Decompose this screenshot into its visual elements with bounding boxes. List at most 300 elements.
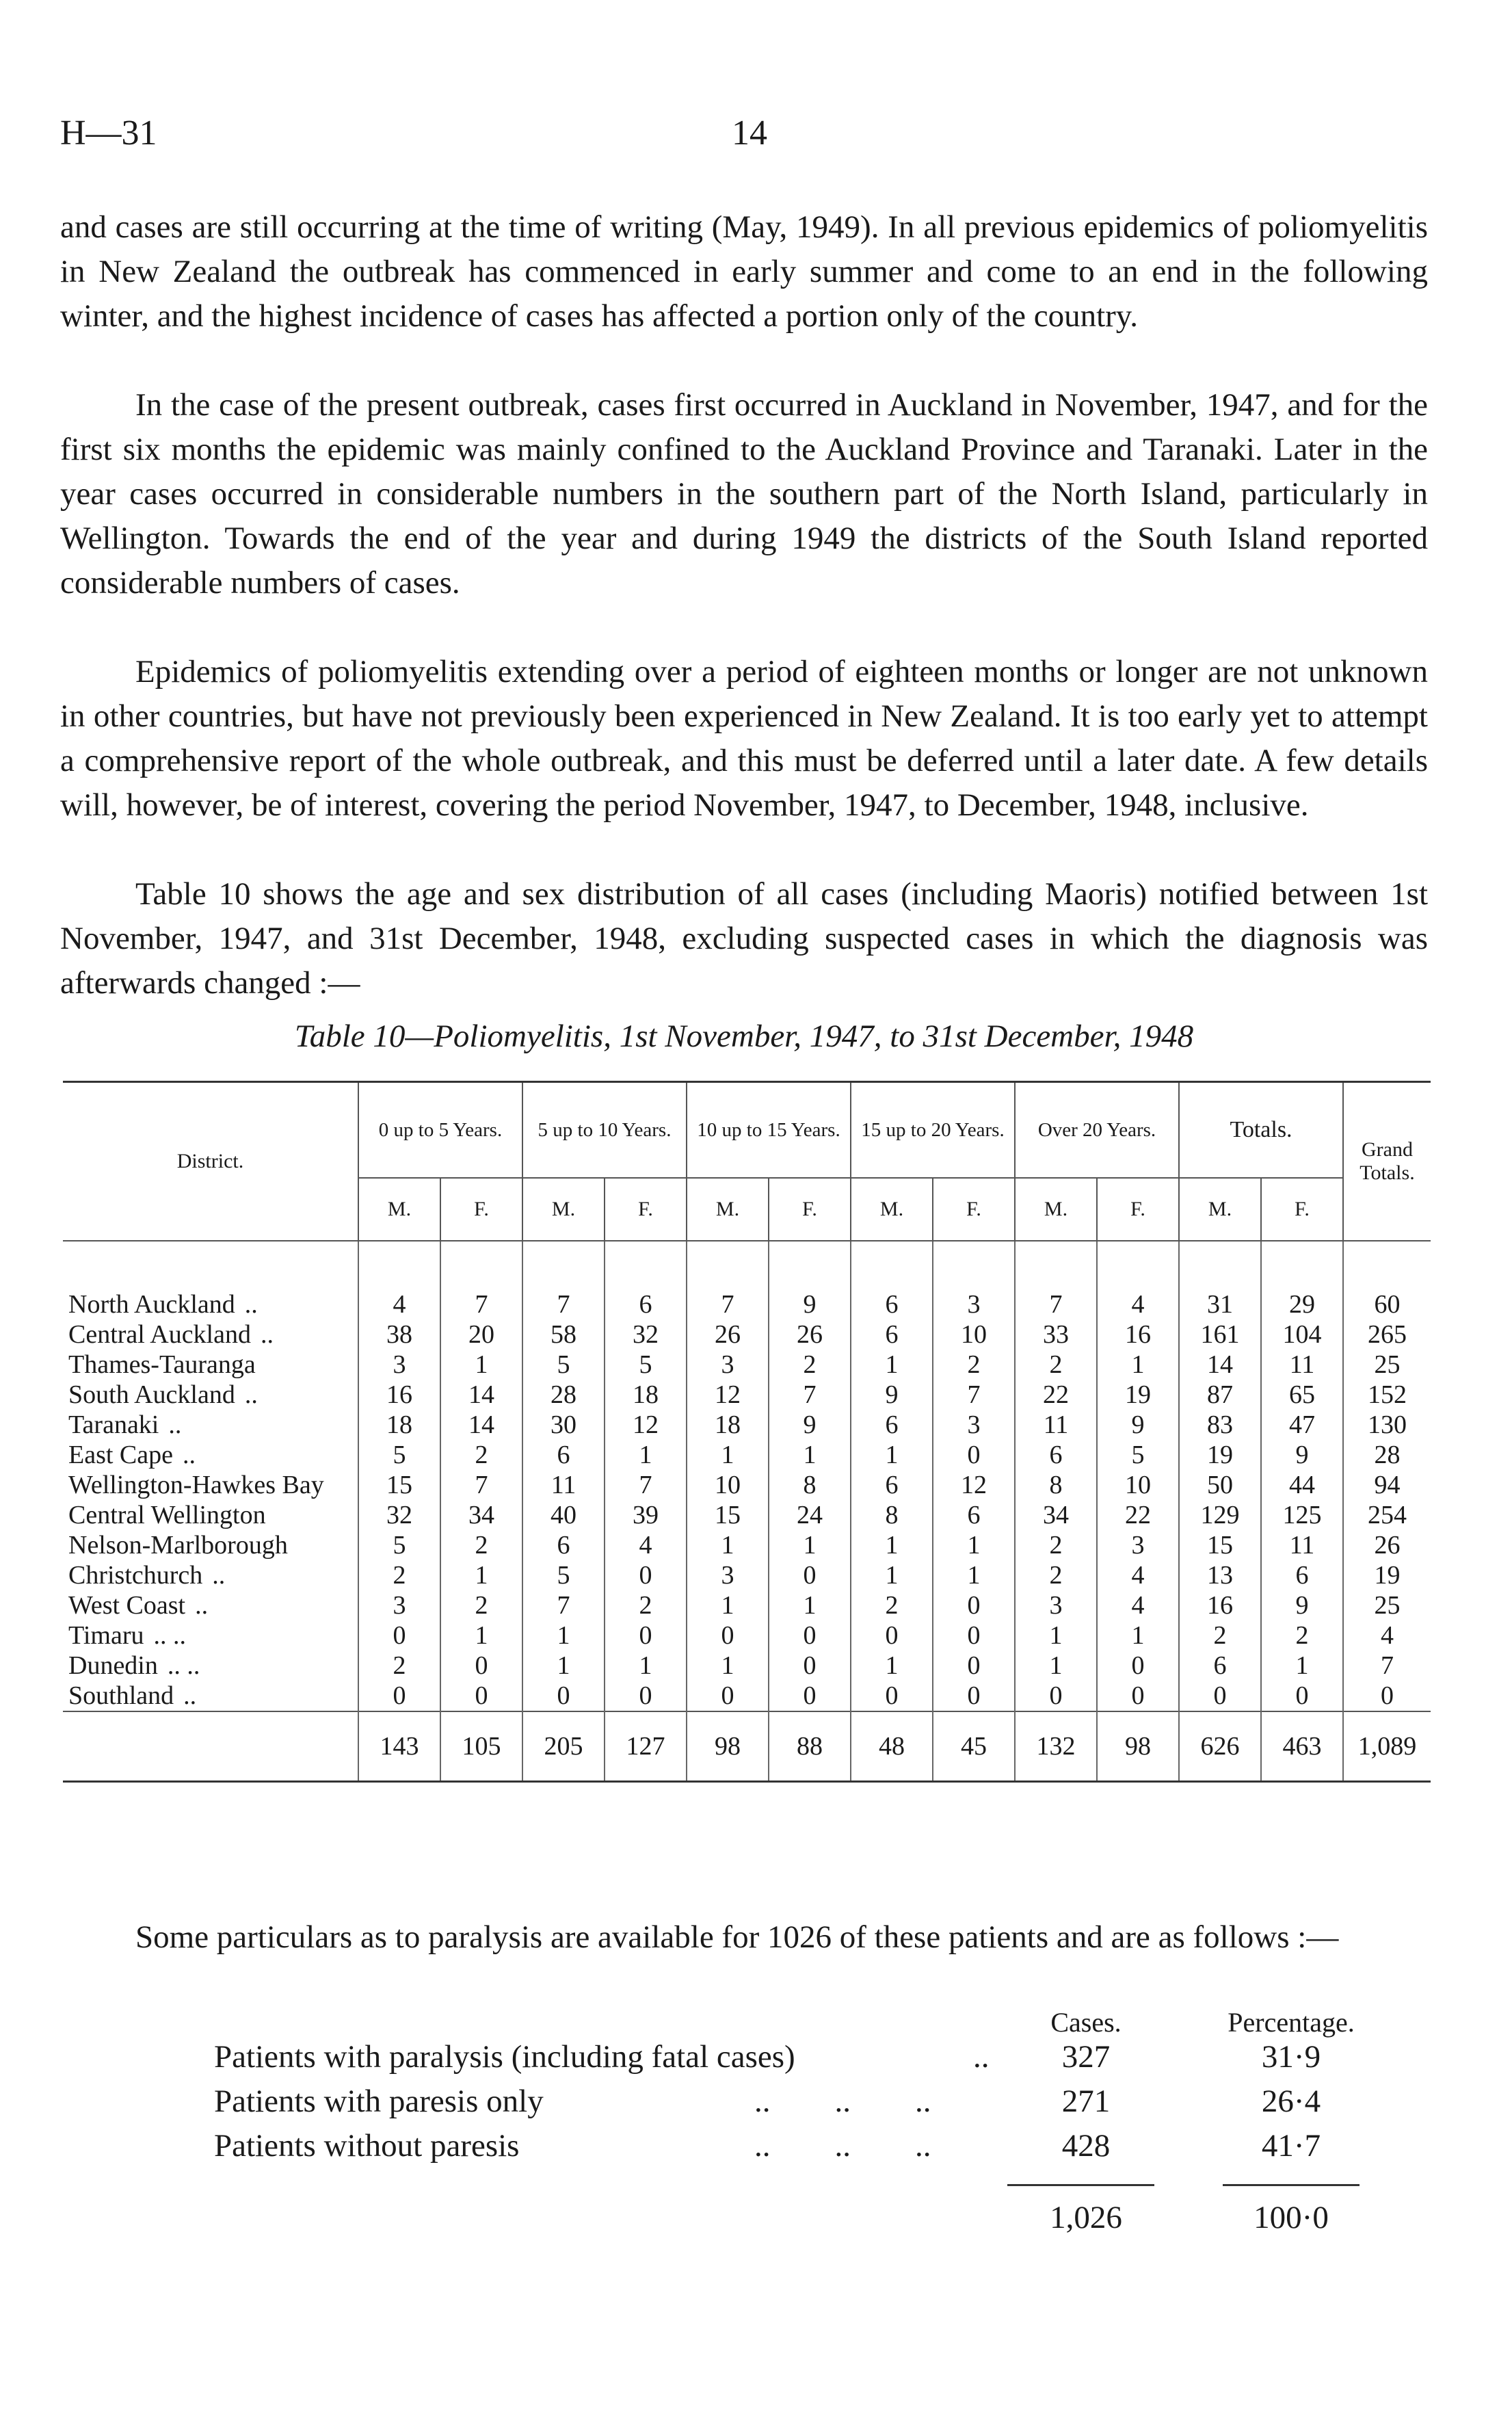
value-cell: 6 bbox=[851, 1470, 933, 1500]
value-cell: 26 bbox=[687, 1319, 769, 1350]
value-cell: 0 bbox=[933, 1590, 1015, 1620]
grand-total-cell: 152 bbox=[1368, 1380, 1407, 1409]
district-name: Wellington-Hawkes Bay bbox=[68, 1471, 324, 1499]
table-row bbox=[63, 1350, 1431, 1380]
dot-leader: .. bbox=[244, 1290, 258, 1319]
value-cell: 7 bbox=[687, 1289, 769, 1319]
totals-label-cell bbox=[63, 1711, 358, 1782]
female-header: F. bbox=[769, 1178, 851, 1241]
value-cell: 11 bbox=[1261, 1530, 1343, 1560]
age-group-header: 0 up to 5 Years. bbox=[358, 1083, 522, 1178]
paralysis-header-row bbox=[60, 2001, 1428, 2038]
value-cell: 5 bbox=[522, 1350, 605, 1380]
value-cell: 22 bbox=[1097, 1500, 1179, 1530]
grand-total-cell: 130 bbox=[1368, 1410, 1407, 1439]
value-cell: 0 bbox=[933, 1651, 1015, 1681]
value-cell: 7 bbox=[933, 1380, 1015, 1410]
value-cell: 0 bbox=[440, 1681, 522, 1711]
male-header: M. bbox=[1179, 1178, 1261, 1241]
district-cell bbox=[63, 1590, 358, 1620]
rule-line bbox=[1223, 2184, 1360, 2186]
value-cell: 1 bbox=[687, 1440, 769, 1470]
rule-line bbox=[1007, 2184, 1154, 2186]
value-cell: 0 bbox=[851, 1620, 933, 1651]
dot-leader: .. .. .. bbox=[754, 2128, 931, 2164]
dot-leader: .. bbox=[168, 1410, 182, 1439]
value-cell: 3 bbox=[687, 1350, 769, 1380]
paralysis-table bbox=[60, 2001, 1428, 2244]
total-cell: 98 bbox=[1097, 1711, 1179, 1782]
male-header: M. bbox=[687, 1178, 769, 1241]
value-cell: 2 bbox=[1015, 1530, 1097, 1560]
value-cell: 26 bbox=[769, 1319, 851, 1350]
value-cell: 3 bbox=[687, 1560, 769, 1590]
value-cell: 58 bbox=[522, 1319, 605, 1350]
value-cell: 29 bbox=[1261, 1289, 1343, 1319]
cases-header: Cases. bbox=[1050, 2007, 1122, 2038]
value-cell: 65 bbox=[1261, 1380, 1343, 1410]
district-name: Taranaki bbox=[68, 1410, 159, 1439]
value-cell: 1 bbox=[687, 1651, 769, 1681]
age-group-header: Over 20 Years. bbox=[1015, 1083, 1179, 1178]
grand-total-cell: 0 bbox=[1381, 1681, 1394, 1710]
value-cell: 7 bbox=[769, 1380, 851, 1410]
total-cell: 45 bbox=[933, 1711, 1015, 1782]
value-cell: 50 bbox=[1179, 1470, 1261, 1500]
paralysis-row bbox=[60, 2038, 1428, 2083]
document-code: H—31 bbox=[60, 114, 157, 153]
grand-totals-header: Grand Totals. bbox=[1343, 1083, 1431, 1241]
value-cell: 32 bbox=[605, 1319, 687, 1350]
value-cell: 9 bbox=[769, 1289, 851, 1319]
value-cell: 5 bbox=[358, 1530, 440, 1560]
value-cell: 1 bbox=[933, 1560, 1015, 1590]
district-cell bbox=[63, 1410, 358, 1440]
value-cell: 1 bbox=[1097, 1350, 1179, 1380]
row-cases: 271 bbox=[1061, 2084, 1111, 2119]
row-percentage: 26·4 bbox=[1261, 2084, 1321, 2119]
value-cell: 10 bbox=[933, 1319, 1015, 1350]
value-cell: 0 bbox=[933, 1620, 1015, 1651]
value-cell: 15 bbox=[1179, 1530, 1261, 1560]
table-row bbox=[63, 1440, 1431, 1470]
total-cell: 48 bbox=[851, 1711, 933, 1782]
value-cell: 2 bbox=[851, 1590, 933, 1620]
value-cell: 0 bbox=[358, 1681, 440, 1711]
value-cell: 7 bbox=[605, 1470, 687, 1500]
value-cell: 44 bbox=[1261, 1470, 1343, 1500]
value-cell: 129 bbox=[1179, 1500, 1261, 1530]
paragraph-2: In the case of the present outbreak, cases first occurred in Auckland in November, 1947, and for the first six months the epidemic was mainly confined to the Auckland Province and Taranaki. Later in the year cases occurred in considerable numbers in the southern part of the North Island, particularly in Wellington. Towards the end of the year and during 1949 the districts of the South Island reported considerable numbers of cases. bbox=[60, 387, 1428, 601]
value-cell: 1 bbox=[769, 1590, 851, 1620]
value-cell: 0 bbox=[769, 1620, 851, 1651]
value-cell: 125 bbox=[1261, 1500, 1343, 1530]
value-cell: 4 bbox=[1097, 1289, 1179, 1319]
value-cell: 0 bbox=[522, 1681, 605, 1711]
total-cell: 205 bbox=[522, 1711, 605, 1782]
value-cell: 2 bbox=[1261, 1620, 1343, 1651]
value-cell: 0 bbox=[1097, 1681, 1179, 1711]
grand-total-cell: 25 bbox=[1374, 1350, 1401, 1379]
value-cell: 7 bbox=[440, 1289, 522, 1319]
district-name: Timaru bbox=[68, 1621, 144, 1650]
district-cell bbox=[63, 1289, 358, 1319]
paragraph-4: Table 10 shows the age and sex distribution of all cases (including Maoris) notified between 1st November, 1947, and 31st December, 1948, excluding suspected cases in which the diagnosis was afterwards changed :— bbox=[60, 876, 1428, 1001]
value-cell: 7 bbox=[1015, 1289, 1097, 1319]
value-cell: 3 bbox=[358, 1350, 440, 1380]
value-cell: 24 bbox=[769, 1500, 851, 1530]
value-cell: 6 bbox=[851, 1410, 933, 1440]
value-cell: 14 bbox=[440, 1380, 522, 1410]
value-cell: 47 bbox=[1261, 1410, 1343, 1440]
value-cell: 6 bbox=[1261, 1560, 1343, 1590]
district-cell bbox=[63, 1470, 358, 1500]
row-label: Patients with paralysis (including fatal cases) bbox=[214, 2039, 795, 2075]
value-cell: 1 bbox=[522, 1651, 605, 1681]
value-cell: 104 bbox=[1261, 1319, 1343, 1350]
value-cell: 28 bbox=[522, 1380, 605, 1410]
value-cell: 1 bbox=[440, 1350, 522, 1380]
total-cell: 463 bbox=[1261, 1711, 1343, 1782]
value-cell: 1 bbox=[522, 1620, 605, 1651]
row-percentage: 31·9 bbox=[1261, 2039, 1321, 2075]
value-cell: 1 bbox=[1015, 1651, 1097, 1681]
value-cell: 1 bbox=[851, 1350, 933, 1380]
table-row bbox=[63, 1620, 1431, 1651]
female-header: F. bbox=[1097, 1178, 1179, 1241]
value-cell: 5 bbox=[605, 1350, 687, 1380]
value-cell: 0 bbox=[605, 1560, 687, 1590]
value-cell: 14 bbox=[1179, 1350, 1261, 1380]
age-group-header: 15 up to 20 Years. bbox=[851, 1083, 1015, 1178]
percentage-header: Percentage. bbox=[1228, 2007, 1355, 2038]
value-cell: 18 bbox=[605, 1380, 687, 1410]
value-cell: 1 bbox=[851, 1440, 933, 1470]
value-cell: 4 bbox=[1097, 1590, 1179, 1620]
grand-total-cell: 60 bbox=[1374, 1290, 1401, 1319]
value-cell: 0 bbox=[687, 1620, 769, 1651]
district-name: Christchurch bbox=[68, 1561, 203, 1590]
paralysis-total-row bbox=[60, 2199, 1428, 2244]
dot-leader: .. .. bbox=[153, 1621, 187, 1650]
value-cell: 18 bbox=[358, 1410, 440, 1440]
value-cell: 33 bbox=[1015, 1319, 1097, 1350]
value-cell: 83 bbox=[1179, 1410, 1261, 1440]
district-cell bbox=[63, 1440, 358, 1470]
value-cell: 4 bbox=[605, 1530, 687, 1560]
paragraph-1: and cases are still occurring at the time of writing (May, 1949). In all previous epidemics of poliomyelitis in New Zealand the outbreak has commenced in early summer and come to an end in the following winter, and the highest incidence of cases has affected a portion only of the country. bbox=[60, 209, 1428, 334]
table-row bbox=[63, 1530, 1431, 1560]
male-header: M. bbox=[1015, 1178, 1097, 1241]
value-cell: 5 bbox=[1097, 1440, 1179, 1470]
value-cell: 11 bbox=[1015, 1410, 1097, 1440]
district-cell bbox=[63, 1681, 358, 1711]
value-cell: 9 bbox=[769, 1410, 851, 1440]
value-cell: 12 bbox=[605, 1410, 687, 1440]
value-cell: 20 bbox=[440, 1319, 522, 1350]
dot-leader: .. .. .. bbox=[754, 2084, 931, 2119]
totals-header: Totals. bbox=[1179, 1083, 1343, 1178]
page-header bbox=[60, 113, 1428, 161]
table-caption: Table 10—Poliomyelitis, 1st November, 1947, to 31st December, 1948 bbox=[294, 1019, 1194, 1054]
value-cell: 32 bbox=[358, 1500, 440, 1530]
value-cell: 0 bbox=[1015, 1681, 1097, 1711]
value-cell: 1 bbox=[440, 1620, 522, 1651]
value-cell: 8 bbox=[769, 1470, 851, 1500]
grand-total-cell: 265 bbox=[1368, 1320, 1407, 1349]
value-cell: 11 bbox=[522, 1470, 605, 1500]
value-cell: 6 bbox=[851, 1319, 933, 1350]
dot-leader: .. bbox=[244, 1380, 258, 1409]
grand-total-cell: 4 bbox=[1381, 1621, 1394, 1650]
female-header: F. bbox=[605, 1178, 687, 1241]
value-cell: 0 bbox=[605, 1681, 687, 1711]
female-header: F. bbox=[1261, 1178, 1343, 1241]
district-name: Central Wellington bbox=[68, 1501, 266, 1529]
total-cell: 88 bbox=[769, 1711, 851, 1782]
row-label: Patients without paresis bbox=[214, 2128, 520, 2164]
grand-total-cell: 94 bbox=[1374, 1471, 1401, 1499]
district-name: Central Auckland bbox=[68, 1320, 251, 1349]
paragraph-3: Epidemics of poliomyelitis extending over a period of eighteen months or longer are not unknown in other countries, but have not previously been experienced in New Zealand. It is too early yet to attempt a comprehensive report of the whole outbreak, and this must be deferred until a later date. A few details will, however, be of interest, covering the period November, 1947, to December, 1948, inclusive. bbox=[60, 654, 1428, 823]
value-cell: 14 bbox=[440, 1410, 522, 1440]
paralysis-row bbox=[60, 2083, 1428, 2127]
district-cell bbox=[63, 1651, 358, 1681]
dot-leader: .. bbox=[260, 1320, 274, 1349]
value-cell: 1 bbox=[687, 1530, 769, 1560]
dot-leader: .. bbox=[973, 2039, 990, 2075]
value-cell: 6 bbox=[522, 1440, 605, 1470]
value-cell: 0 bbox=[851, 1681, 933, 1711]
total-cell: 626 bbox=[1179, 1711, 1261, 1782]
value-cell: 9 bbox=[851, 1380, 933, 1410]
value-cell: 2 bbox=[358, 1651, 440, 1681]
grand-total-cell: 26 bbox=[1374, 1531, 1401, 1560]
table-row bbox=[63, 1590, 1431, 1620]
value-cell: 5 bbox=[358, 1440, 440, 1470]
district-name: Southland bbox=[68, 1681, 174, 1710]
male-header: M. bbox=[851, 1178, 933, 1241]
value-cell: 7 bbox=[522, 1289, 605, 1319]
value-cell: 1 bbox=[605, 1651, 687, 1681]
value-cell: 19 bbox=[1097, 1380, 1179, 1410]
district-cell bbox=[63, 1530, 358, 1560]
value-cell: 19 bbox=[1179, 1440, 1261, 1470]
value-cell: 0 bbox=[1179, 1681, 1261, 1711]
dot-leader: .. bbox=[212, 1561, 226, 1590]
value-cell: 0 bbox=[769, 1651, 851, 1681]
value-cell: 2 bbox=[769, 1350, 851, 1380]
value-cell: 16 bbox=[1179, 1590, 1261, 1620]
value-cell: 16 bbox=[1097, 1319, 1179, 1350]
value-cell: 8 bbox=[851, 1500, 933, 1530]
value-cell: 22 bbox=[1015, 1380, 1097, 1410]
value-cell: 30 bbox=[522, 1410, 605, 1440]
table-row bbox=[63, 1500, 1431, 1530]
value-cell: 1 bbox=[851, 1651, 933, 1681]
district-cell bbox=[63, 1500, 358, 1530]
grand-total-cell: 254 bbox=[1368, 1501, 1407, 1529]
value-cell: 9 bbox=[1261, 1590, 1343, 1620]
grand-total-sum: 1,089 bbox=[1343, 1711, 1431, 1782]
value-cell: 3 bbox=[1015, 1590, 1097, 1620]
value-cell: 16 bbox=[358, 1380, 440, 1410]
value-cell: 39 bbox=[605, 1500, 687, 1530]
value-cell: 1 bbox=[769, 1440, 851, 1470]
male-header: M. bbox=[522, 1178, 605, 1241]
value-cell: 87 bbox=[1179, 1380, 1261, 1410]
table-row bbox=[63, 1560, 1431, 1590]
value-cell: 18 bbox=[687, 1410, 769, 1440]
value-cell: 2 bbox=[605, 1590, 687, 1620]
total-cell: 127 bbox=[605, 1711, 687, 1782]
value-cell: 9 bbox=[1261, 1440, 1343, 1470]
age-group-header: 5 up to 10 Years. bbox=[522, 1083, 687, 1178]
totals-row bbox=[63, 1711, 1431, 1782]
male-header: M. bbox=[358, 1178, 440, 1241]
dot-leader: .. .. bbox=[167, 1651, 200, 1680]
value-cell: 0 bbox=[358, 1620, 440, 1651]
district-cell bbox=[63, 1620, 358, 1651]
total-cell: 143 bbox=[358, 1711, 440, 1782]
grand-total-cell: 28 bbox=[1374, 1441, 1401, 1469]
value-cell: 6 bbox=[851, 1289, 933, 1319]
value-cell: 8 bbox=[1015, 1470, 1097, 1500]
value-cell: 6 bbox=[933, 1500, 1015, 1530]
value-cell: 10 bbox=[1097, 1470, 1179, 1500]
total-cell: 98 bbox=[687, 1711, 769, 1782]
dot-leader: .. bbox=[183, 1441, 196, 1469]
value-cell: 0 bbox=[933, 1681, 1015, 1711]
value-cell: 34 bbox=[1015, 1500, 1097, 1530]
district-cell bbox=[63, 1560, 358, 1590]
grand-total-cell: 25 bbox=[1374, 1591, 1401, 1620]
value-cell: 2 bbox=[933, 1350, 1015, 1380]
value-cell: 6 bbox=[522, 1530, 605, 1560]
value-cell: 0 bbox=[769, 1560, 851, 1590]
district-name: North Auckland bbox=[68, 1290, 235, 1319]
value-cell: 1 bbox=[1097, 1620, 1179, 1651]
value-cell: 1 bbox=[1015, 1620, 1097, 1651]
value-cell: 40 bbox=[522, 1500, 605, 1530]
grand-total-cell: 7 bbox=[1381, 1651, 1394, 1680]
value-cell: 1 bbox=[605, 1440, 687, 1470]
total-cell: 105 bbox=[440, 1711, 522, 1782]
value-cell: 15 bbox=[687, 1500, 769, 1530]
value-cell: 1 bbox=[933, 1530, 1015, 1560]
district-name: Thames-Tauranga bbox=[68, 1350, 256, 1379]
row-cases: 327 bbox=[1061, 2039, 1111, 2075]
district-cell bbox=[63, 1350, 358, 1380]
value-cell: 3 bbox=[1097, 1530, 1179, 1560]
value-cell: 11 bbox=[1261, 1350, 1343, 1380]
total-rule bbox=[60, 2172, 1428, 2199]
value-cell: 38 bbox=[358, 1319, 440, 1350]
row-cases: 428 bbox=[1061, 2128, 1111, 2164]
value-cell: 3 bbox=[358, 1590, 440, 1620]
value-cell: 1 bbox=[440, 1560, 522, 1590]
value-cell: 6 bbox=[605, 1289, 687, 1319]
value-cell: 4 bbox=[1097, 1560, 1179, 1590]
value-cell: 4 bbox=[358, 1289, 440, 1319]
value-cell: 0 bbox=[1261, 1681, 1343, 1711]
table-row bbox=[63, 1681, 1431, 1711]
age-group-header: 10 up to 15 Years. bbox=[687, 1083, 851, 1178]
total-cell: 132 bbox=[1015, 1711, 1097, 1782]
value-cell: 0 bbox=[933, 1440, 1015, 1470]
paralysis-row bbox=[60, 2127, 1428, 2172]
total-cases: 1,026 bbox=[1050, 2200, 1122, 2235]
row-percentage: 41·7 bbox=[1261, 2128, 1321, 2164]
district-name: South Auckland bbox=[68, 1380, 235, 1409]
value-cell: 2 bbox=[358, 1560, 440, 1590]
district-name: Nelson-Marlborough bbox=[68, 1531, 288, 1560]
table-row bbox=[63, 1319, 1431, 1350]
district-header: District. bbox=[63, 1083, 358, 1241]
value-cell: 2 bbox=[440, 1440, 522, 1470]
value-cell: 6 bbox=[1015, 1440, 1097, 1470]
poliomyelitis-table bbox=[63, 1081, 1431, 1789]
dot-leader: .. bbox=[195, 1591, 209, 1620]
value-cell: 5 bbox=[522, 1560, 605, 1590]
value-cell: 12 bbox=[933, 1470, 1015, 1500]
value-cell: 6 bbox=[1179, 1651, 1261, 1681]
total-percentage: 100·0 bbox=[1254, 2200, 1329, 2235]
district-name: East Cape bbox=[68, 1441, 174, 1469]
female-header: F. bbox=[933, 1178, 1015, 1241]
district-name: Dunedin bbox=[68, 1651, 158, 1680]
value-cell: 2 bbox=[1015, 1350, 1097, 1380]
value-cell: 7 bbox=[440, 1470, 522, 1500]
district-name: West Coast bbox=[68, 1591, 186, 1620]
value-cell: 1 bbox=[1261, 1651, 1343, 1681]
value-cell: 1 bbox=[851, 1530, 933, 1560]
value-cell: 2 bbox=[1179, 1620, 1261, 1651]
value-cell: 13 bbox=[1179, 1560, 1261, 1590]
dot-leader: .. bbox=[183, 1681, 197, 1710]
value-cell: 0 bbox=[440, 1651, 522, 1681]
table-row bbox=[63, 1410, 1431, 1440]
grand-total-cell: 19 bbox=[1374, 1561, 1401, 1590]
value-cell: 0 bbox=[687, 1681, 769, 1711]
value-cell: 3 bbox=[933, 1289, 1015, 1319]
value-cell: 3 bbox=[933, 1410, 1015, 1440]
value-cell: 12 bbox=[687, 1380, 769, 1410]
value-cell: 9 bbox=[1097, 1410, 1179, 1440]
district-cell bbox=[63, 1319, 358, 1350]
female-header: F. bbox=[440, 1178, 522, 1241]
value-cell: 7 bbox=[522, 1590, 605, 1620]
value-cell: 10 bbox=[687, 1470, 769, 1500]
value-cell: 31 bbox=[1179, 1289, 1261, 1319]
table-10 bbox=[63, 1081, 1431, 1789]
value-cell: 2 bbox=[1015, 1560, 1097, 1590]
value-cell: 1 bbox=[769, 1530, 851, 1560]
district-cell bbox=[63, 1380, 358, 1410]
value-cell: 34 bbox=[440, 1500, 522, 1530]
table-row bbox=[63, 1289, 1431, 1319]
value-cell: 2 bbox=[440, 1530, 522, 1560]
value-cell: 15 bbox=[358, 1470, 440, 1500]
value-cell: 161 bbox=[1179, 1319, 1261, 1350]
table-row bbox=[63, 1651, 1431, 1681]
table-row bbox=[63, 1380, 1431, 1410]
value-cell: 1 bbox=[851, 1560, 933, 1590]
value-cell: 0 bbox=[1097, 1651, 1179, 1681]
row-label: Patients with paresis only bbox=[214, 2084, 544, 2119]
value-cell: 1 bbox=[687, 1590, 769, 1620]
value-cell: 0 bbox=[769, 1681, 851, 1711]
